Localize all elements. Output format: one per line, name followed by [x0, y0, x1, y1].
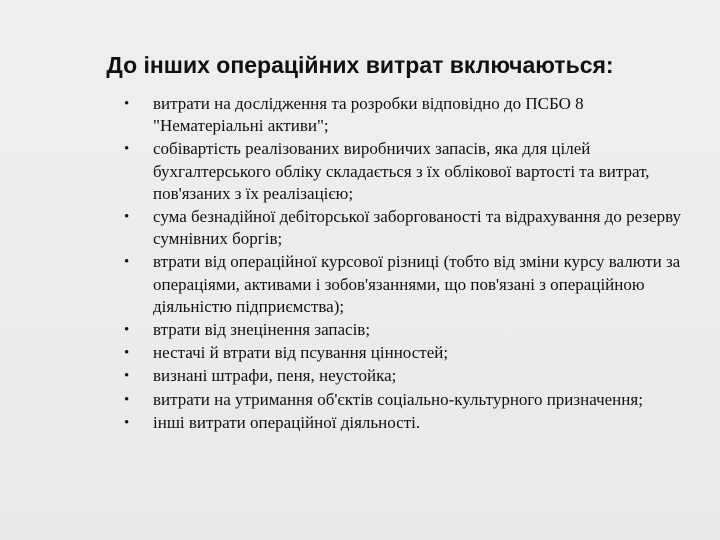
- list-item-text: втрати від знецінення запасів;: [153, 320, 371, 340]
- list-item: [124, 251, 704, 318]
- bullet-icon: •: [124, 414, 130, 431]
- list-item: [124, 93, 704, 137]
- list-item-text: інші витрати операційної діяльності.: [153, 412, 421, 432]
- list-item: [124, 412, 704, 434]
- list-item: [124, 138, 704, 205]
- bullet-list: [124, 93, 704, 435]
- bullet-icon: •: [124, 345, 130, 362]
- bullet-icon: •: [124, 368, 130, 385]
- list-item-text: витрати на дослідження та розробки відповідно до ПСБО 8 "Нематеріальні активи";: [153, 94, 584, 136]
- slide-title: До інших операційних витрат включаються:: [106, 52, 614, 78]
- list-item-text: витрати на утримання об'єктів соціально-культурного призначення;: [153, 389, 643, 409]
- list-item-text: нестачі й втрати від псування цінностей;: [153, 343, 449, 363]
- list-item: [124, 365, 704, 387]
- list-item-text: втрати від операційної курсової різниці (тобто від зміни курсу валюти за операціями, активами і зобов'язаннями, що пов'язані з операційною діяльністю підприємства);: [153, 252, 681, 316]
- list-item-text: собівартість реалізованих виробничих запасів, яка для цілей бухгалтерського обліку складається з їх облікової вартості та витрат, пов'язаних з їх реалізацією;: [153, 139, 650, 203]
- list-item: [124, 319, 704, 341]
- list-item-text: визнані штрафи, пеня, неустойка;: [153, 366, 397, 386]
- list-item: [124, 389, 704, 411]
- bullet-icon: •: [124, 209, 130, 226]
- bullet-icon: •: [124, 141, 130, 158]
- bullet-icon: •: [124, 254, 130, 271]
- bullet-icon: •: [124, 322, 130, 339]
- bullet-icon: •: [124, 391, 130, 408]
- list-item: [124, 206, 704, 250]
- bullet-icon: •: [124, 96, 130, 112]
- list-item-text: сума безнадійної дебіторської заборгованості та відрахування до резерву сумнівних боргів;: [153, 207, 682, 249]
- list-item: [124, 342, 704, 364]
